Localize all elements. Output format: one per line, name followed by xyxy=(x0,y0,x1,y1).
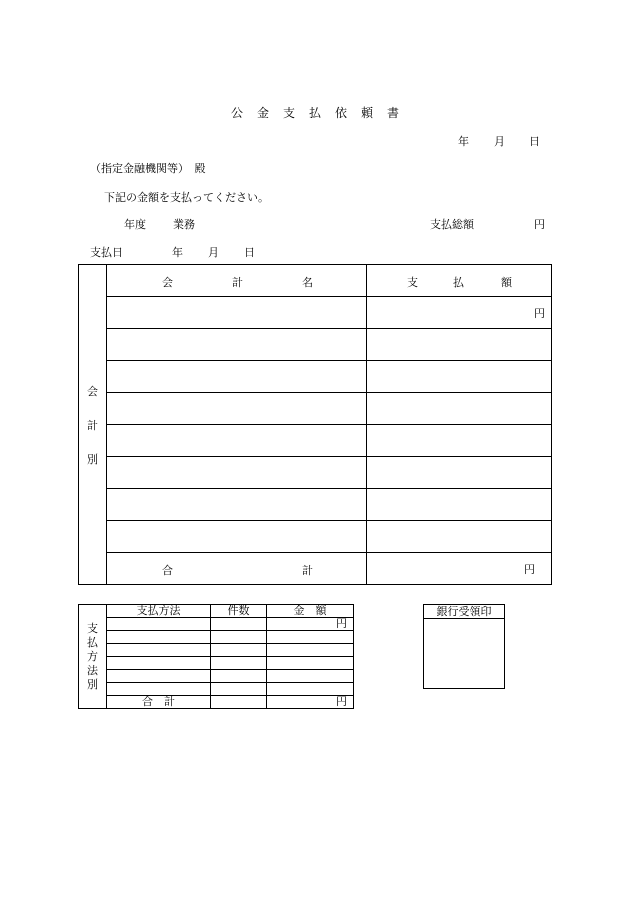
table-header-row xyxy=(79,605,354,618)
amount-cell[interactable] xyxy=(367,457,552,489)
amount-cell[interactable] xyxy=(367,521,552,553)
total-label-cell: 合 計 xyxy=(107,553,367,585)
payment-date-month: 月 xyxy=(208,246,219,259)
accounting-table xyxy=(78,264,552,585)
amount-cell[interactable] xyxy=(367,489,552,521)
account-name-header: 会 計 名 xyxy=(107,265,367,297)
count-total-cell[interactable] xyxy=(211,696,267,709)
table-header-row xyxy=(79,265,552,297)
count-cell[interactable] xyxy=(211,618,267,631)
amount-cell[interactable] xyxy=(267,644,354,657)
accounting-side-label: 会 計 別 xyxy=(79,265,107,585)
payment-date-label: 支払日 xyxy=(90,246,123,259)
count-header: 件数 xyxy=(211,605,267,618)
count-cell[interactable] xyxy=(211,644,267,657)
table-row xyxy=(79,683,354,696)
date-day: 日 xyxy=(529,135,540,148)
method-cell[interactable] xyxy=(107,670,211,683)
amount-header: 金 額 xyxy=(267,605,354,618)
payment-date-year: 年 xyxy=(172,246,183,259)
table-row xyxy=(79,521,552,553)
account-name-cell[interactable] xyxy=(107,393,367,425)
account-name-cell[interactable] xyxy=(107,425,367,457)
count-cell[interactable] xyxy=(211,670,267,683)
payment-date-day: 日 xyxy=(244,246,255,259)
amount-cell[interactable] xyxy=(267,670,354,683)
payment-method-table xyxy=(78,604,354,709)
document-date xyxy=(0,133,630,147)
bank-seal-label: 銀行受領印 xyxy=(424,605,504,619)
account-name-cell[interactable] xyxy=(107,297,367,329)
table-row xyxy=(79,618,354,631)
account-name-cell[interactable] xyxy=(107,361,367,393)
total-amount-unit: 円 xyxy=(534,218,545,231)
total-row xyxy=(79,553,552,585)
title-char: 書 xyxy=(386,106,399,120)
amount-cell[interactable] xyxy=(367,393,552,425)
account-name-cell[interactable] xyxy=(107,489,367,521)
document-title xyxy=(0,104,630,121)
table-row xyxy=(79,657,354,670)
method-cell[interactable] xyxy=(107,683,211,696)
count-cell[interactable] xyxy=(211,657,267,670)
table-row xyxy=(79,631,354,644)
amount-cell[interactable] xyxy=(267,683,354,696)
amount-cell[interactable]: 円 xyxy=(367,297,552,329)
total-amount-label: 支払総額 xyxy=(430,218,474,231)
count-cell[interactable] xyxy=(211,631,267,644)
table-row xyxy=(79,361,552,393)
business-label: 業務 xyxy=(173,218,195,231)
title-char: 依 xyxy=(334,106,347,120)
total-row xyxy=(79,696,354,709)
account-name-cell[interactable] xyxy=(107,521,367,553)
table-row xyxy=(79,644,354,657)
amount-cell[interactable] xyxy=(267,657,354,670)
addressee: （指定金融機関等） 殿 xyxy=(90,162,206,175)
title-char: 金 xyxy=(256,106,269,120)
table-row xyxy=(79,670,354,683)
table-row xyxy=(79,425,552,457)
title-char: 頼 xyxy=(360,106,373,120)
count-cell[interactable] xyxy=(211,683,267,696)
title-char: 払 xyxy=(308,106,321,120)
table-row xyxy=(79,457,552,489)
amount-cell[interactable] xyxy=(367,425,552,457)
title-char: 公 xyxy=(230,106,243,120)
date-month: 月 xyxy=(494,135,505,148)
method-cell[interactable] xyxy=(107,618,211,631)
total-amount-cell[interactable]: 円 xyxy=(367,553,552,585)
table-row xyxy=(79,297,552,329)
request-text: 下記の金額を支払ってください。 xyxy=(104,191,269,204)
method-header: 支払方法 xyxy=(107,605,211,618)
payment-amount-header: 支 払 額 xyxy=(367,265,552,297)
method-cell[interactable] xyxy=(107,644,211,657)
amount-total-cell[interactable]: 円 xyxy=(267,696,354,709)
amount-cell[interactable] xyxy=(267,631,354,644)
table-row xyxy=(79,489,552,521)
table-row xyxy=(79,329,552,361)
method-side-label: 支 払 方 法 別 xyxy=(79,605,107,709)
method-total-label: 合 計 xyxy=(107,696,211,709)
title-char: 支 xyxy=(282,106,295,120)
date-year: 年 xyxy=(458,135,469,148)
method-cell[interactable] xyxy=(107,657,211,670)
amount-cell[interactable] xyxy=(367,329,552,361)
fiscal-year-label: 年度 xyxy=(124,218,146,231)
bank-receipt-seal-box xyxy=(423,604,505,689)
method-cell[interactable] xyxy=(107,631,211,644)
table-row xyxy=(79,393,552,425)
amount-cell[interactable] xyxy=(367,361,552,393)
amount-cell[interactable]: 円 xyxy=(267,618,354,631)
account-name-cell[interactable] xyxy=(107,329,367,361)
account-name-cell[interactable] xyxy=(107,457,367,489)
